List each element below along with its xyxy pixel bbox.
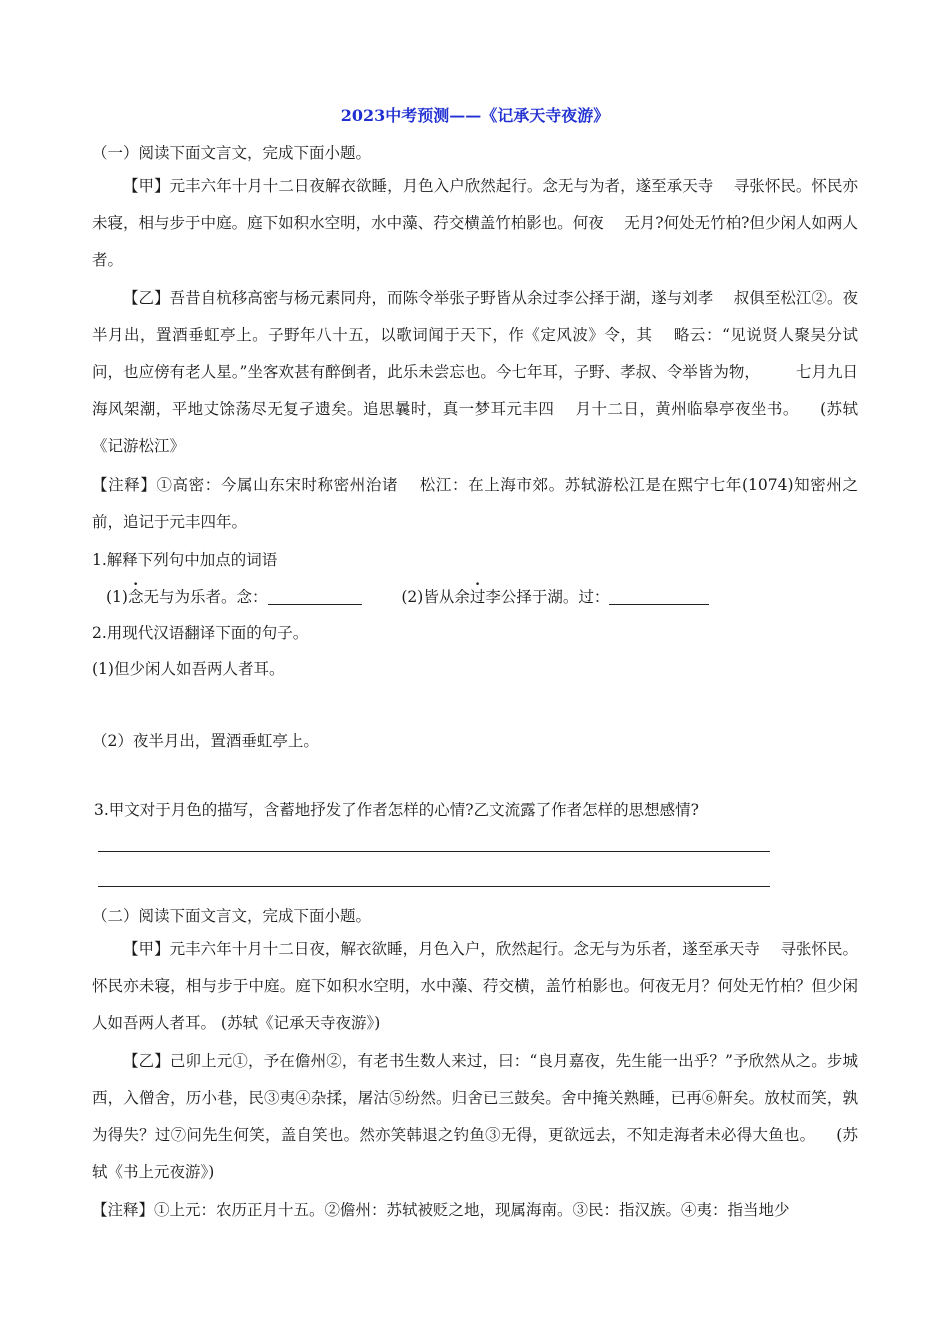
section2-passage-yi: 【乙】己卯上元①，予在儋州②，有老书生数人来过，曰：“良月嘉夜，先生能一出乎？”予欣然从之。步城西，入僧舍，历小巷，民③夷④杂揉，屠沽⑤纷然。归舍已三鼓矣。舍中掩关熟睡，已再⑥鼾矣。放杖而笑，孰为得失？过⑦问先生何笑，盖自笑也。然亦笑韩退之钓鱼③无得，更欲远去，不知走海者未必得大鱼也。 (苏轼《书上元夜游》) xyxy=(92,1052,858,1181)
question-2-sentence-2: （2）夜半月出，置酒垂虹亭上。 xyxy=(92,732,319,750)
q1-item1-answer-blank[interactable] xyxy=(268,588,362,605)
section2-note: 【注释】①上元：农历正月十五。②儋州：苏轼被贬之地，现属海南。③民：指汉族。④夷：指当地少 xyxy=(92,1201,790,1219)
q1-item2-answer-blank[interactable] xyxy=(609,588,709,605)
section1-passage-jia: 【甲】元丰六年十月十二日夜解衣欲睡，月色入户欣然起行。念无与为者，遂至承天寺 寻张怀民。怀民亦未寝，相与步于中庭。庭下如积水空明，水中藻、荇交横盖竹柏影也。何夜 无月?何处无竹柏?但少闲人如两人者。 xyxy=(92,177,858,269)
question-1-items xyxy=(106,587,876,607)
document-title: 2023中考预测——《记承天寺夜游》 xyxy=(340,106,610,125)
question-1-stem: 1.解释下列句中加点的词语 xyxy=(92,551,278,569)
section1-passage-yi: 【乙】吾昔自杭移高密与杨元素同舟，而陈令举张子野皆从余过李公择于湖，遂与刘孝 叔俱至松江②。夜半月出，置酒垂虹亭上。子野年八十五，以歌词闻于天下，作《定风波》令，其 略云：“见说贤人聚吴分试问，也应傍有老人星。”坐客欢甚有醉倒者，此乐未尝忘也。今七年耳，子野、孝叔、令举皆为物， 七月九日海风架潮，平地丈馀荡尽无复孑遗矣。追思曩时，真一梦耳元丰四 月十二日，黄州临皋亭夜坐书。 (苏轼《记游松江》 xyxy=(92,289,858,455)
q1-item1-dotted-word: 念 xyxy=(127,588,144,606)
q1-item1-text: 无与为乐者。念： xyxy=(143,588,268,606)
section2-heading: （二）阅读下面文言文，完成下面小题。 xyxy=(92,907,372,925)
q1-item2-dotted-word: 过 xyxy=(469,588,486,606)
answer-line[interactable] xyxy=(98,851,770,852)
section1-heading: （一）阅读下面文言文，完成下面小题。 xyxy=(92,144,372,162)
answer-line[interactable] xyxy=(98,886,770,887)
q1-item2-text: 李公择于湖。过： xyxy=(485,588,610,606)
q1-item1-prefix: (1) xyxy=(106,588,128,606)
question-2-stem: 2.用现代汉语翻译下面的句子。 xyxy=(92,624,309,642)
section2-passage-jia: 【甲】元丰六年十月十二日夜，解衣欲睡，月色入户，欣然起行。念无与为乐者，遂至承天寺 寻张怀民。怀民亦未寝，相与步于中庭。庭下如积水空明，水中藻、荇交横，盖竹柏影也。何夜无月？何处无竹柏？但少闲人如吾两人者耳。 (苏轼《记承天寺夜游》) xyxy=(92,940,858,1032)
question-2-sentence-1: (1)但少闲人如吾两人者耳。 xyxy=(92,660,285,678)
question-3-stem: 3.甲文对于月色的描写，含蓄地抒发了作者怎样的心情?乙文流露了作者怎样的思想感情? xyxy=(94,801,699,819)
section1-note: 【注释】①高密：今属山东宋时称密州治诸 松江：在上海市郊。苏轼游松江是在熙宁七年(1074)知密州之前，追记于元丰四年。 xyxy=(92,476,858,531)
q1-item2-prefix: (2)皆从余 xyxy=(401,588,470,606)
